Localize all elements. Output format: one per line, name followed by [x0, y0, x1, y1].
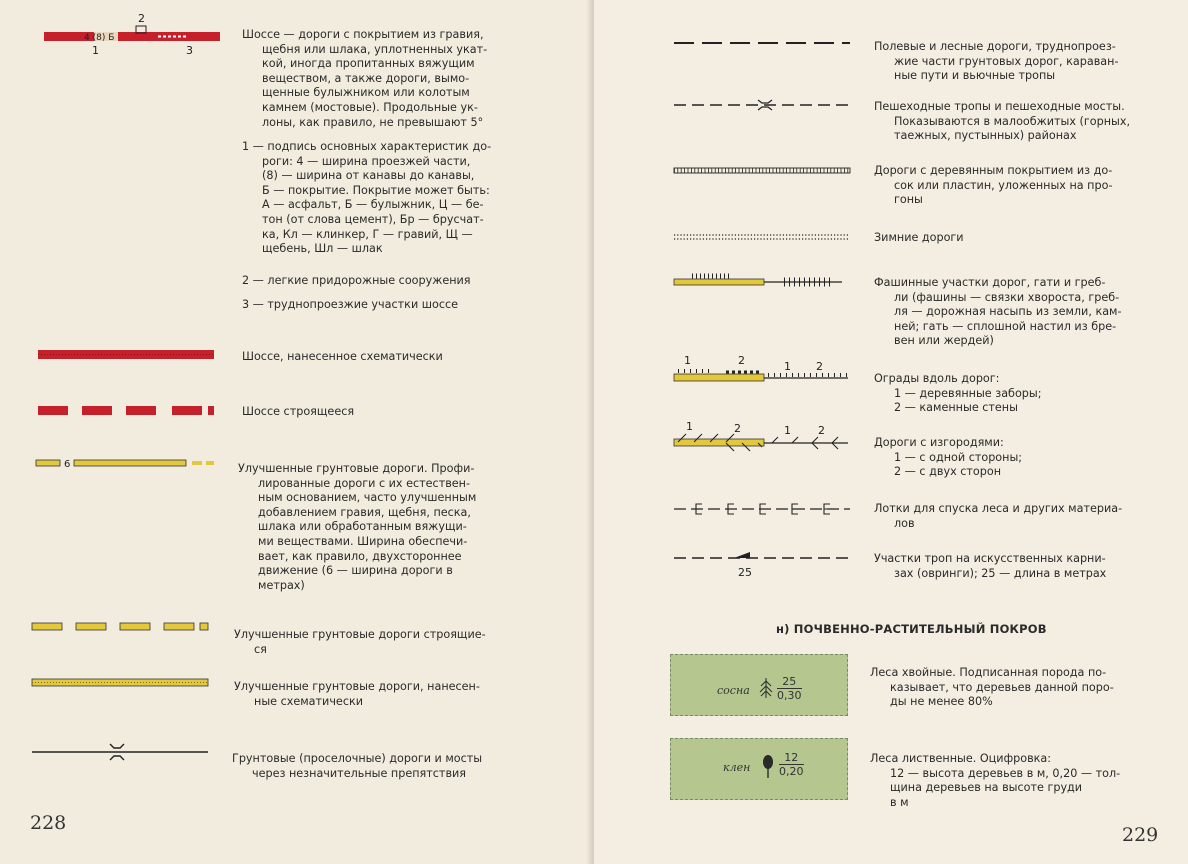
hedge-label-2b: 2: [818, 424, 825, 437]
hedge-label-2: 2: [734, 422, 741, 435]
text-line: жие части грунтовых дорог, караван-: [894, 54, 1119, 68]
road-band: [674, 374, 764, 381]
fascine-description: [874, 276, 1164, 349]
text-line: веществом, а также дороги, вымо-: [262, 71, 470, 85]
sym-label-1: 1: [92, 44, 99, 56]
text-line: ся: [254, 642, 267, 656]
road-segment: [192, 461, 202, 465]
deciduous-tree-icon: [761, 753, 775, 779]
sym-label-3: 3: [186, 44, 193, 56]
highway-band: [44, 32, 220, 41]
dash: [120, 623, 150, 630]
conifer-forest-description: [870, 666, 1160, 710]
text-line: таежных, пустынных) районах: [894, 129, 1077, 143]
bridge-mark-top: [110, 744, 124, 748]
footpath-description: [874, 100, 1164, 144]
tree-thickness: 0,20: [779, 765, 804, 778]
text-line: Дороги с изгородями:: [874, 436, 1004, 449]
roadside-structure-mark: [136, 26, 146, 33]
forest-stats: [779, 751, 804, 778]
text-line: 3 — труднопроезжие участки шоссе: [242, 298, 459, 311]
dirt-road-bridge-symbol: [30, 738, 212, 770]
text-line: Шоссе строящееся: [242, 405, 355, 418]
text-line: шлака или обработанным вяжущи-: [258, 520, 467, 534]
text-line: Лотки для спуска леса и других материа-: [874, 502, 1123, 515]
text-line: движение (6 — ширина дороги в: [258, 564, 453, 578]
dash: [82, 406, 112, 415]
forest-stats: [777, 675, 802, 702]
section-heading: н) ПОЧВЕННО-РАСТИТЕЛЬНЫЙ ПОКРОВ: [776, 622, 1047, 636]
cornice-path-symbol: [672, 548, 852, 582]
fence-label-2: 2: [738, 354, 745, 367]
highway-description: [242, 28, 542, 130]
footpath-symbol: [672, 96, 852, 114]
dash: [76, 623, 106, 630]
highway-construction-symbol: [36, 404, 218, 418]
text-line: А — асфальт, Б — булыжник, Ц — бе-: [262, 198, 484, 212]
foot-bridge-top: [758, 100, 772, 103]
text-line: Улучшенные грунтовые дороги, нанесен-: [234, 680, 480, 693]
dirt-road-bridge-description: [232, 752, 532, 781]
tree-height: 12: [779, 751, 804, 765]
road-band: [674, 279, 764, 285]
wooden-road-symbol: [672, 166, 852, 176]
text-line: Грунтовые (проселочные) дороги и мосты: [232, 752, 483, 765]
dash: [164, 623, 194, 630]
road-segment: [206, 461, 214, 465]
text-line: метрах): [258, 578, 305, 592]
text-line: ные пути и вьючные тропы: [894, 69, 1056, 83]
dash: [126, 406, 156, 415]
hedge-label-1: 1: [686, 420, 693, 433]
text-line: тон (от слова цемент), Бр — брусчат-: [262, 212, 484, 226]
foot-bridge-bottom: [758, 107, 772, 110]
roadside-structures-note: [242, 274, 542, 289]
text-line: щина деревьев на высоте груди: [890, 781, 1083, 795]
text-line: лоны, как правило, не превышают 5°: [262, 115, 484, 129]
conifer-tree-icon: [759, 677, 773, 699]
wooden-road-description: [874, 164, 1164, 208]
text-line: в м: [890, 795, 909, 809]
timber-chutes-description: [874, 502, 1164, 531]
text-line: 12 — высота деревьев в м, 0,20 — тол-: [890, 766, 1121, 780]
text-line: Улучшенные грунтовые дороги строящие-: [234, 628, 486, 641]
text-line: кой, иногда пропитанных вяжущим: [262, 57, 475, 71]
right-page: [594, 0, 1188, 864]
improved-dirt-road-construction-symbol: [30, 620, 212, 634]
fences-symbol: [672, 352, 852, 386]
improved-dirt-road-schematic-description: [234, 680, 534, 709]
dash: [172, 406, 202, 415]
cornice-mark: [734, 552, 750, 558]
forest-species-label: клен: [723, 761, 751, 774]
text-line: ды не менее 80%: [890, 695, 993, 709]
road-outline: [674, 168, 850, 173]
tree-thickness: 0,30: [777, 689, 802, 702]
text-line: роги: 4 — ширина проезжей части,: [262, 154, 471, 168]
text-line: 1 — деревянные заборы;: [894, 386, 1042, 400]
winter-roads-symbol: [672, 232, 852, 242]
bridge-mark-bottom: [110, 756, 124, 760]
text-line: Шоссе — дороги с покрытием из гравия,: [242, 28, 484, 41]
fence-label-1b: 1: [784, 360, 791, 373]
text-line: Полевые и лесные дороги, труднопроез-: [874, 40, 1116, 53]
dash: [38, 406, 68, 415]
cornice-path-description: [874, 552, 1164, 581]
page-number-right: 229: [1122, 824, 1159, 846]
highway-with-labels-symbol: [36, 10, 226, 56]
text-line: (8) — ширина от канавы до канавы,: [262, 169, 475, 183]
text-line: 2 — каменные стены: [894, 401, 1018, 415]
road-label-explanation: [242, 140, 542, 257]
text-line: Дороги с деревянным покрытием из до-: [874, 164, 1113, 177]
text-line: 1 — подпись основных характеристик до-: [242, 140, 492, 153]
text-line: ным основанием, часто улучшенным: [258, 491, 477, 505]
improved-dirt-road-symbol: [34, 456, 216, 470]
text-line: щебень, Шл — шлак: [262, 242, 383, 256]
road-segment: [74, 460, 186, 466]
text-line: камнем (мостовые). Продольные ук-: [262, 100, 478, 114]
fence-label-2b: 2: [816, 360, 823, 373]
text-line: зах (овринги); 25 — длина в метрах: [894, 566, 1107, 580]
dash: [208, 406, 214, 415]
road-width-label: 6: [64, 459, 71, 470]
text-line: ля — дорожная насыпь из земли, кам-: [894, 305, 1122, 319]
text-line: вает, как правило, двухстороннее: [258, 549, 462, 563]
text-line: Шоссе, нанесенное схематически: [242, 350, 443, 363]
text-line: Фашинные участки дорог, гати и греб-: [874, 276, 1106, 289]
text-line: Показываются в малообжитых (горных,: [894, 114, 1131, 128]
text-line: лированные дороги с их естествен-: [258, 476, 471, 490]
text-line: сок или пластин, уложенных на про-: [894, 178, 1113, 192]
text-line: Леса хвойные. Подписанная порода по-: [870, 666, 1107, 679]
text-line: 1 — с одной стороны;: [894, 450, 1023, 464]
road-band: [674, 439, 764, 446]
sym-label-road-chars: 4 (8) Б: [84, 33, 115, 43]
hedge-label-1b: 1: [784, 424, 791, 437]
text-line: казывает, что деревьев данной поро-: [890, 680, 1114, 694]
fascine-sections-symbol: [672, 270, 852, 292]
text-line: ные схематически: [254, 694, 363, 708]
text-line: добавлением гравия, щебня, песка,: [258, 505, 471, 519]
text-line: гоны: [894, 193, 923, 207]
dash: [32, 623, 62, 630]
conifer-forest-swatch: [670, 654, 848, 716]
improved-dirt-road-description: [238, 462, 538, 593]
text-line: ми веществами. Ширина обеспечи-: [258, 534, 468, 548]
deciduous-forest-description: [870, 752, 1160, 810]
text-line: щенные булыжником или колотым: [262, 86, 470, 100]
text-line: Леса лиственные. Оцифровка:: [870, 752, 1052, 765]
text-line: Ограды вдоль дорог:: [874, 372, 1000, 385]
text-line: Зимние дороги: [874, 231, 964, 244]
text-line: вен или жердей): [894, 334, 994, 348]
cornice-length-label: 25: [738, 566, 752, 579]
highway-schematic-description: [242, 350, 542, 365]
improved-dirt-road-construction-description: [234, 628, 534, 657]
text-line: щебня или шлака, уплотненных укат-: [262, 42, 488, 56]
text-line: лов: [894, 516, 915, 530]
field-forest-roads-symbol: [672, 38, 852, 48]
text-line: Улучшенные грунтовые дороги. Профи-: [238, 462, 475, 475]
text-line: Пешеходные тропы и пешеходные мосты.: [874, 100, 1125, 113]
forest-species-label: сосна: [717, 684, 750, 697]
fence-label-1: 1: [684, 354, 691, 367]
text-line: через незначительные препятствия: [252, 766, 467, 780]
highway-construction-description: [242, 405, 542, 420]
text-line: 2 — с двух сторон: [894, 465, 1002, 479]
hedges-symbol: [672, 418, 852, 458]
text-line: ка, Кл — клинкер, Г — гравий, Щ —: [262, 227, 473, 241]
tree-height: 25: [777, 675, 802, 689]
winter-roads-description: [874, 231, 1164, 246]
dash: [200, 623, 208, 630]
page-number-left: 228: [30, 812, 67, 834]
text-line: Участки троп на искусственных карни-: [874, 552, 1106, 565]
fences-description: [874, 372, 1164, 416]
highway-schematic-symbol: [36, 348, 218, 362]
text-line: 2 — легкие придорожные сооружения: [242, 274, 471, 287]
difficult-sections-note: [242, 298, 542, 313]
hedges-description: [874, 436, 1164, 480]
text-line: ней; гать — сплошной настил из бре-: [894, 319, 1117, 333]
improved-dirt-road-schematic-symbol: [30, 676, 212, 690]
sym-label-2: 2: [138, 12, 145, 25]
deciduous-forest-swatch: [670, 738, 848, 800]
road-segment: [36, 460, 60, 466]
text-line: ли (фашины — связки хвороста, греб-: [894, 290, 1120, 304]
text-line: Б — покрытие. Покрытие может быть:: [262, 183, 490, 197]
field-forest-roads-description: [874, 40, 1164, 84]
timber-chutes-symbol: [672, 500, 852, 518]
